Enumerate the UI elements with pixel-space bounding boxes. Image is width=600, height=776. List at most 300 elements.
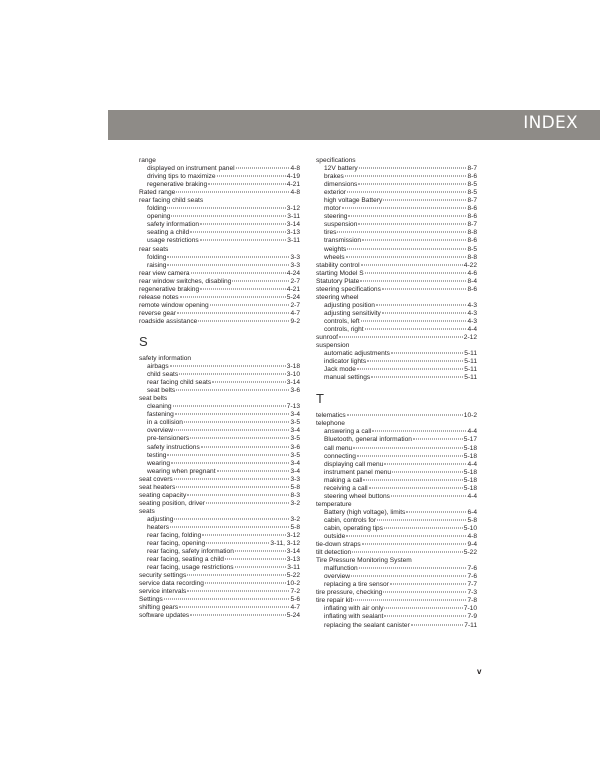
index-subentry — [139, 165, 300, 173]
index-subentry — [316, 173, 477, 181]
index-subentry — [316, 622, 477, 630]
index-term: fastening — [147, 411, 174, 419]
dot-leader — [171, 216, 286, 217]
index-subentry — [316, 246, 477, 254]
index-page-ref: 8-6 — [467, 173, 477, 181]
index-subentry — [139, 468, 300, 476]
index-subentry — [139, 221, 300, 229]
index-subentry — [139, 379, 300, 387]
index-subentry — [139, 556, 300, 564]
index-term: in a collision — [147, 419, 183, 427]
index-term: reverse gear — [139, 309, 177, 317]
dot-leader — [384, 616, 466, 617]
index-page-ref: 5-24 — [286, 293, 300, 301]
index-subentry — [316, 358, 477, 366]
index-entry — [316, 549, 477, 557]
index-page-ref: 5-11 — [464, 374, 477, 382]
index-term: steering wheel — [316, 293, 359, 301]
index-page-ref: 5-22 — [286, 572, 300, 580]
index-subentry — [316, 302, 477, 310]
index-page-ref: 5-18 — [463, 484, 477, 492]
dot-leader — [179, 374, 286, 375]
dot-leader — [236, 168, 290, 169]
dot-leader — [179, 607, 289, 608]
index-term: tilt detection — [316, 549, 352, 557]
index-term: adjusting sensitivity — [324, 309, 381, 317]
index-term: cleaning — [147, 403, 172, 411]
index-page-ref: 8-6 — [467, 205, 477, 213]
dot-leader — [372, 431, 466, 432]
index-entry — [139, 157, 300, 165]
index-page-ref: 4-21 — [286, 285, 300, 293]
index-term: telematics — [316, 412, 346, 420]
index-entry — [139, 286, 300, 294]
index-subentry — [316, 565, 477, 573]
index-page-ref: 10-2 — [463, 412, 477, 420]
index-term: replacing the sealant canister — [324, 621, 410, 629]
index-page-ref: 8-6 — [467, 213, 477, 221]
index-subentry — [316, 350, 477, 358]
dot-leader — [358, 184, 466, 185]
index-term: inflating with sealant — [324, 613, 384, 621]
index-page-ref: 4-3 — [467, 301, 477, 309]
index-term: brakes — [324, 173, 344, 181]
index-subentry — [139, 262, 300, 270]
index-term: connecting — [324, 452, 356, 460]
index-page-ref: 4-3 — [467, 309, 477, 317]
index-term: rear facing child seats — [139, 197, 204, 205]
index-term: child seats — [147, 371, 179, 379]
index-subentry — [316, 326, 477, 334]
dot-leader — [377, 519, 466, 520]
dot-leader — [382, 312, 467, 313]
index-page-ref: 3-14 — [286, 221, 300, 229]
index-subentry — [316, 605, 477, 613]
dot-leader — [206, 543, 269, 544]
index-subentry — [139, 237, 300, 245]
index-entry — [316, 286, 477, 294]
dot-leader — [345, 176, 467, 177]
index-letter-heading: S — [139, 333, 148, 349]
index-page-ref: 10-2 — [286, 580, 300, 588]
dot-leader — [200, 224, 286, 225]
index-page-ref: 3-11 — [287, 564, 300, 572]
index-page-ref: 8-7 — [467, 165, 477, 173]
index-term: testing — [147, 451, 167, 459]
dot-leader — [391, 495, 466, 496]
dot-leader — [187, 591, 289, 592]
index-entry — [316, 270, 477, 278]
dot-leader — [384, 527, 463, 528]
index-page-ref: 8-6 — [467, 285, 477, 293]
index-page-ref: 3-5 — [290, 419, 300, 427]
dot-leader — [346, 536, 466, 537]
dot-leader — [206, 502, 289, 503]
dot-leader — [190, 438, 289, 439]
index-page-ref: 8-7 — [467, 221, 477, 229]
index-term: usage restrictions — [147, 237, 199, 245]
index-page-ref: 5-11 — [464, 358, 477, 366]
index-subentry — [316, 205, 477, 213]
index-entry — [139, 270, 300, 278]
index-entry — [316, 334, 477, 342]
index-term: software updates — [139, 612, 190, 620]
index-term: steering — [324, 213, 348, 221]
dot-leader — [392, 471, 463, 472]
index-page-ref: 4-22 — [463, 261, 477, 269]
index-entry — [139, 500, 300, 508]
index-entry — [139, 318, 300, 326]
index-term: 12V battery — [324, 165, 358, 173]
index-subentry — [316, 237, 477, 245]
index-term: rear facing, safety information — [147, 548, 234, 556]
index-page-ref: 3-18 — [286, 363, 300, 371]
dot-leader — [347, 415, 463, 416]
index-subentry — [139, 427, 300, 435]
index-entry — [139, 302, 300, 310]
index-term: tire pressure, checking — [316, 589, 383, 597]
index-term: seating a child — [147, 229, 190, 237]
index-entry — [139, 508, 300, 516]
dot-leader — [176, 486, 289, 487]
index-term: weights — [324, 245, 347, 253]
index-entry — [139, 572, 300, 580]
index-subentry — [139, 363, 300, 371]
index-term: folding — [147, 253, 167, 261]
dot-leader — [205, 583, 286, 584]
index-entry — [316, 342, 477, 350]
index-entry — [139, 580, 300, 588]
index-subentry — [139, 181, 300, 189]
dot-leader — [174, 518, 289, 519]
index-term: wearing when pregnant — [147, 467, 216, 475]
index-page-ref: 4-24 — [286, 269, 300, 277]
index-page-ref: 8-5 — [467, 181, 477, 189]
dot-leader — [413, 439, 463, 440]
index-entry — [139, 395, 300, 403]
index-page-ref: 3-12 — [286, 205, 300, 213]
index-term: rear view camera — [139, 269, 190, 277]
dot-leader — [217, 176, 286, 177]
index-subentry — [139, 564, 300, 572]
dot-leader — [177, 312, 289, 313]
index-subentry — [316, 493, 477, 501]
index-subentry — [316, 197, 477, 205]
dot-leader — [191, 272, 286, 273]
index-term: replacing a tire sensor — [324, 581, 389, 589]
dot-leader — [367, 361, 463, 362]
index-term: seating capacity — [139, 491, 187, 499]
dot-leader — [184, 422, 290, 423]
index-page-ref: 3-10 — [286, 371, 300, 379]
index-page-ref: 8-3 — [290, 491, 300, 499]
index-term: safety information — [147, 221, 200, 229]
index-page-ref: 4-8 — [290, 165, 300, 173]
index-subentry — [316, 613, 477, 621]
dot-leader — [201, 446, 290, 447]
index-page-ref: 4-3 — [467, 317, 477, 325]
index-subentry — [139, 213, 300, 221]
index-page-ref: 3-3 — [290, 475, 300, 483]
index-term: opening — [147, 213, 171, 221]
index-page-ref: 2-7 — [290, 301, 300, 309]
index-term: cabin, controls for — [324, 516, 377, 524]
index-page-ref: 3-14 — [286, 548, 300, 556]
index-term: regenerative braking — [139, 285, 200, 293]
dot-leader — [363, 479, 462, 480]
dot-leader — [348, 216, 466, 217]
dot-leader — [337, 232, 466, 233]
index-page-ref: 3-4 — [290, 467, 300, 475]
index-page-ref: 2-7 — [290, 277, 300, 285]
index-page-ref: 8-6 — [467, 237, 477, 245]
index-page-ref: 5-22 — [463, 549, 477, 557]
index-subentry — [139, 532, 300, 540]
index-subentry — [316, 189, 477, 197]
index-term: malfunction — [324, 565, 358, 573]
index-subentry — [316, 254, 477, 262]
index-term: Bluetooth, general information — [324, 436, 412, 444]
dot-leader — [353, 600, 466, 601]
dot-leader — [170, 366, 286, 367]
index-page-ref: 9-2 — [290, 317, 300, 325]
index-entry — [139, 604, 300, 612]
index-page-ref: 3-4 — [290, 427, 300, 435]
index-subentry — [139, 371, 300, 379]
index-subentry — [316, 221, 477, 229]
index-page-ref: 4-19 — [286, 173, 300, 181]
index-page-ref: 2-12 — [463, 334, 477, 342]
index-page-ref: 4-4 — [467, 428, 477, 436]
dot-leader — [411, 624, 464, 625]
index-page-ref: 3-13 — [286, 229, 300, 237]
index-entry — [139, 596, 300, 604]
dot-leader — [167, 208, 285, 209]
index-subentry — [316, 229, 477, 237]
index-subentry — [316, 181, 477, 189]
dot-leader — [174, 478, 290, 479]
index-term: wheels — [324, 253, 345, 261]
index-page-ref: 8-4 — [467, 277, 477, 285]
dot-leader — [361, 264, 463, 265]
index-term: sunroof — [316, 334, 338, 342]
index-term: shifting gears — [139, 604, 179, 612]
index-term: roadside assistance — [139, 317, 198, 325]
index-term: instrument panel menu — [324, 468, 392, 476]
index-term: security settings — [139, 572, 187, 580]
index-term: heaters — [147, 523, 169, 531]
index-page-ref: 7-3 — [467, 589, 477, 597]
dot-leader — [353, 447, 463, 448]
index-page-ref: 4-8 — [290, 189, 300, 197]
index-subentry — [316, 213, 477, 221]
index-page-ref: 7-11 — [464, 621, 477, 629]
dot-leader — [190, 232, 286, 233]
index-subentry — [316, 581, 477, 589]
index-term: motor — [324, 205, 341, 213]
index-page-ref: 3-13 — [286, 556, 300, 564]
dot-leader — [351, 576, 466, 577]
dot-leader — [187, 575, 286, 576]
index-page-ref: 4-4 — [467, 460, 477, 468]
index-page-ref: 5-18 — [463, 476, 477, 484]
index-term: making a call — [324, 476, 363, 484]
index-page-ref: 4-4 — [467, 325, 477, 333]
index-page-ref: 7-2 — [290, 588, 300, 596]
index-term: adjusting — [147, 515, 174, 523]
index-term: airbags — [147, 363, 169, 371]
index-page-ref: 8-5 — [467, 189, 477, 197]
index-term: Settings — [139, 596, 163, 604]
dot-leader — [362, 544, 467, 545]
dot-leader — [376, 304, 467, 305]
index-term: suspension — [316, 342, 350, 350]
index-entry — [139, 246, 300, 254]
index-entry — [139, 612, 300, 620]
index-subentry — [316, 461, 477, 469]
dot-leader — [362, 240, 466, 241]
index-term: seats — [139, 507, 155, 515]
index-term: inflating with air only — [324, 605, 384, 613]
index-term: rear facing, seating a child — [147, 556, 224, 564]
dot-leader — [212, 382, 286, 383]
dot-leader — [390, 584, 467, 585]
index-term: Rated range — [139, 189, 176, 197]
dot-leader — [167, 256, 289, 257]
index-entry — [139, 476, 300, 484]
index-page-ref: 7-13 — [286, 403, 300, 411]
index-header-banner — [108, 110, 600, 140]
index-term: Battery (high voltage), limits — [324, 508, 406, 516]
dot-leader — [225, 559, 286, 560]
index-letter-heading: T — [316, 391, 324, 407]
dot-leader — [359, 568, 467, 569]
dot-leader — [170, 526, 289, 527]
index-term: stability control — [316, 261, 360, 269]
index-subentry — [316, 525, 477, 533]
dot-leader — [365, 272, 467, 273]
dot-leader — [384, 463, 466, 464]
dot-leader — [202, 535, 286, 536]
index-subentry — [139, 524, 300, 532]
dot-leader — [176, 192, 289, 193]
index-page-ref: 3-14 — [286, 379, 300, 387]
dot-leader — [347, 192, 466, 193]
index-entry — [316, 278, 477, 286]
index-term: rear seats — [139, 245, 169, 253]
index-term: suspension — [324, 221, 358, 229]
index-term: adjusting position — [324, 301, 375, 309]
index-entry — [316, 294, 477, 302]
index-subentry — [316, 318, 477, 326]
index-term: starting Model S — [316, 269, 364, 277]
index-entry — [316, 420, 477, 428]
index-page-ref: 3-4 — [290, 459, 300, 467]
index-term: seating position, driver — [139, 499, 205, 507]
index-page-ref: 3-3 — [290, 253, 300, 261]
index-term: rear facing, usage restrictions — [147, 564, 234, 572]
index-term: call menu — [324, 444, 353, 452]
index-subentry — [139, 540, 300, 548]
dot-leader — [361, 320, 467, 321]
index-page-ref: 7-8 — [467, 597, 477, 605]
index-subentry — [139, 444, 300, 452]
index-page-ref: 5-8 — [467, 516, 477, 524]
dot-leader — [180, 296, 286, 297]
index-page-ref: 5-8 — [290, 483, 300, 491]
dot-leader — [382, 288, 467, 289]
index-term: steering specifications — [316, 285, 381, 293]
dot-leader — [342, 208, 467, 209]
index-subentry — [316, 436, 477, 444]
index-page-ref: 8-8 — [467, 229, 477, 237]
index-term: Statutory Plate — [316, 277, 360, 285]
index-term: indicator lights — [324, 358, 367, 366]
index-entry — [139, 197, 300, 205]
index-term: outside — [324, 533, 346, 541]
index-page-ref: 3-11, 3-12 — [270, 540, 300, 548]
index-page-ref: 4-7 — [290, 309, 300, 317]
dot-leader — [235, 567, 287, 568]
index-page-ref: 3-11 — [287, 237, 300, 245]
index-subentry — [316, 573, 477, 581]
index-page-ref: 8-5 — [467, 245, 477, 253]
index-page-ref: 5-6 — [290, 596, 300, 604]
index-page-ref: 7-10 — [463, 605, 477, 613]
index-term: seat belts — [139, 395, 168, 403]
index-subentry — [139, 403, 300, 411]
index-page-ref: 7-7 — [467, 581, 477, 589]
dot-leader — [198, 320, 289, 321]
index-subentry — [139, 387, 300, 395]
dot-leader — [175, 414, 290, 415]
index-page-ref: 3-6 — [290, 387, 300, 395]
index-page-ref: 7-9 — [467, 613, 477, 621]
index-term: Jack mode — [324, 366, 356, 374]
index-subentry — [316, 485, 477, 493]
index-term: tire repair kit — [316, 597, 353, 605]
index-subentry — [139, 516, 300, 524]
dot-leader — [406, 511, 466, 512]
index-page-ref: 4-8 — [467, 533, 477, 541]
index-term: overview — [324, 573, 351, 581]
page-title: INDEX — [523, 113, 578, 133]
page-number: v — [477, 667, 482, 676]
dot-leader — [383, 592, 466, 593]
index-term: controls, left — [324, 317, 360, 325]
index-term: displayed on instrument panel — [147, 165, 235, 173]
index-entry — [139, 310, 300, 318]
index-subentry — [139, 411, 300, 419]
index-term: specifications — [316, 157, 356, 164]
dot-leader — [339, 337, 463, 338]
index-term: rear facing, opening — [147, 540, 206, 548]
index-subentry — [139, 419, 300, 427]
index-page-ref: 9-4 — [467, 541, 477, 549]
index-page-ref: 5-24 — [286, 612, 300, 620]
dot-leader — [167, 264, 289, 265]
index-term: wearing — [147, 459, 171, 467]
index-term: safety information — [139, 354, 192, 362]
index-term: controls, right — [324, 325, 364, 333]
index-page-ref: 5-8 — [290, 523, 300, 531]
dot-leader — [210, 304, 290, 305]
dot-leader — [358, 224, 466, 225]
index-subentry — [139, 435, 300, 443]
dot-leader — [200, 240, 287, 241]
index-entry — [139, 189, 300, 197]
index-term: steering wheel buttons — [324, 492, 390, 500]
